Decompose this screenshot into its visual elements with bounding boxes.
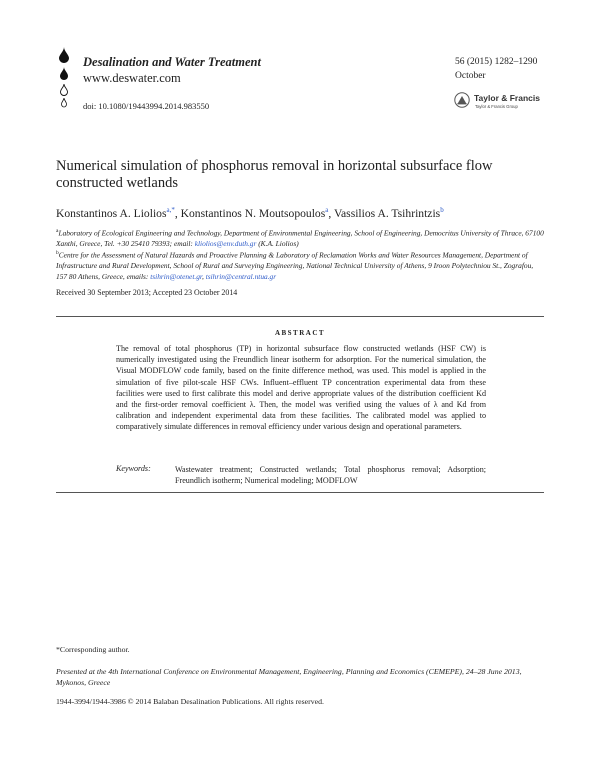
affiliation-mark: b bbox=[56, 250, 59, 256]
issue-month: October bbox=[455, 71, 486, 81]
received-dates: Received 30 September 2013; Accepted 23 October 2014 bbox=[56, 288, 238, 297]
abstract-heading: ABSTRACT bbox=[274, 329, 326, 337]
doi[interactable]: doi: 10.1080/19443994.2014.983550 bbox=[83, 101, 210, 111]
author-affil-mark[interactable]: b bbox=[440, 206, 444, 214]
journal-title: Desalination and Water Treatment bbox=[83, 55, 261, 69]
journal-url[interactable]: www.deswater.com bbox=[83, 71, 181, 85]
conference-note: Presented at the 4th International Conference on Environmental Management, Engineering, Planning and Economics (CEMEPE), 24–28 June 2013, Mykonos, Greece bbox=[56, 667, 522, 688]
author-separator: , bbox=[174, 206, 181, 220]
taylor-francis-icon bbox=[454, 92, 470, 108]
volume-pages: 56 (2015) 1282–1290 bbox=[455, 57, 538, 67]
journal-volume bbox=[455, 55, 537, 83]
publisher-name: Taylor & Francis bbox=[474, 93, 540, 103]
author-name: Vassilios A. Tsihrintzis bbox=[333, 206, 441, 220]
publisher-group: Taylor & Francis Group bbox=[475, 104, 518, 109]
keywords-label: Keywords: bbox=[116, 464, 151, 473]
author-list bbox=[56, 206, 444, 220]
keywords-text: Wastewater treatment; Constructed wetlands; Total phosphorus removal; Adsorption; Freundlich isotherm; Numerical modeling; MODFLOW bbox=[175, 465, 486, 486]
email-link[interactable]: kliolios@env.duth.gr bbox=[194, 239, 257, 249]
affiliation-text: Laboratory of Ecological Engineering and Technology, Department of Environmental Engineering, School of Engineering, Democritus University of Thrace, 67100 Xanthi, Greece, Tel. +30 25410 79393; email: bbox=[56, 228, 544, 249]
publisher-logo bbox=[454, 92, 564, 112]
email-separator: , bbox=[201, 272, 206, 282]
author-affil-mark[interactable]: a bbox=[325, 206, 329, 214]
affiliation-tail: (K.A. Liolios) bbox=[256, 239, 299, 249]
abstract-text: The removal of total phosphorus (TP) in horizontal subsurface flow constructed wetlands (HSF CW) is numerically investigated using the Freundlich linear isotherm for adsorption. For the numerical simulation, the Visual MODFLOW code family, based on the finite difference method, was used. This model is applied in the simulation of five pilot-scale HSF CWs. Influent–effluent TP concentration experimental data from these facilities were used to first calibrate this model and derive appropriate values of the distribution coefficient Kd and the first-order removal coefficient λ. Then, the model was verified using the values of λ and Kd from calibration and independent experimental data from these facilities. The calibrated model was applied to comparatively simulate differences in removal efficiency under various design and operational parameters. bbox=[116, 344, 486, 432]
copyright-line: 1944-3994/1944-3986 © 2014 Balaban Desalination Publications. All rights reserved. bbox=[56, 697, 324, 706]
email-link[interactable]: tsihrin@central.ntua.gr bbox=[205, 272, 277, 282]
divider bbox=[56, 316, 544, 317]
email-link[interactable]: tsihrin@otenet.gr bbox=[150, 272, 202, 282]
affiliation-a bbox=[56, 226, 546, 249]
paper-title: Numerical simulation of phosphorus removal in horizontal subsurface flow constructed wetlands bbox=[56, 158, 493, 191]
corresponding-author-note: *Corresponding author. bbox=[56, 645, 130, 654]
author-separator: , bbox=[328, 206, 334, 220]
affiliation-text: Centre for the Assessment of Natural Hazards and Proactive Planning & Laboratory of Reclamation Works and Water Resources Management, Department of Infrastructure and Rural Development, School of Rural and Surveying Engineering, National Technical University of Athens, 9 Iroon Polytechniou St., Zografou, 157 80 Athens, Greece, emails: bbox=[56, 250, 534, 282]
affiliation-mark: a bbox=[56, 228, 59, 234]
affiliation-b bbox=[56, 248, 546, 282]
author-name: Konstantinos A. Liolios bbox=[56, 206, 167, 220]
divider bbox=[56, 492, 544, 493]
author-name: Konstantinos N. Moutsopoulos bbox=[180, 206, 326, 220]
journal-droplet-logo bbox=[57, 47, 71, 109]
author-affil-mark[interactable]: a,* bbox=[166, 206, 175, 214]
